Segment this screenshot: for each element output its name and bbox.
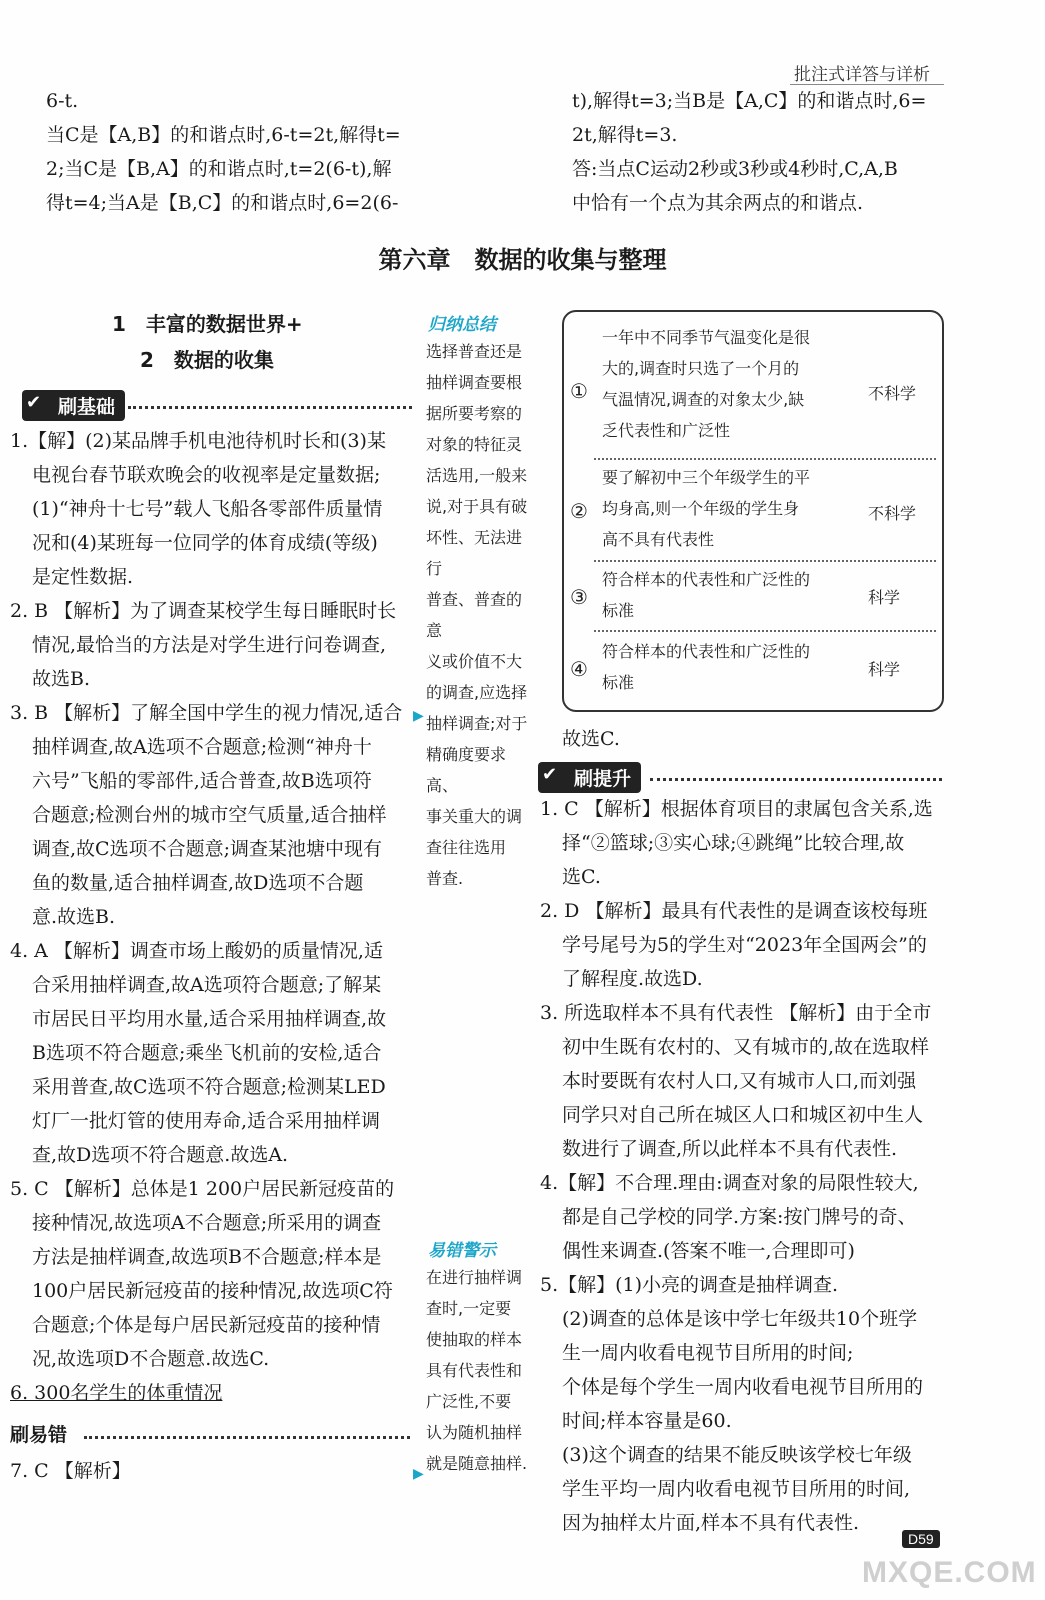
divider-dots: [650, 778, 942, 781]
text-line: (1)“神舟十七号”载人飞船各零部件质量情: [32, 498, 383, 520]
text-line: 标准: [602, 601, 635, 620]
watermark: MXQE.COM: [862, 1556, 1037, 1589]
text-line: 合题意;个体是每户居民新冠疫苗的接种情: [32, 1314, 381, 1336]
text-line: 时间;样本容量是60.: [562, 1410, 732, 1432]
text-line: 查,故D选项不符合题意.故选A.: [32, 1144, 289, 1166]
answer-6: 6. 300名学生的体重情况: [10, 1382, 223, 1404]
text-line: 生一周内收看电视节目所用的时间;: [562, 1342, 854, 1364]
answer-4: [10, 934, 415, 1172]
text-line: 一年中不同季节气温变化是很: [602, 328, 811, 347]
text-line: 说,对于具有破: [426, 497, 528, 516]
banner-basic-label: 刷基础: [58, 396, 116, 418]
text-line: 1.【解】(2)某品牌手机电池待机时长和(3)某: [10, 430, 386, 452]
text-line: 都是自己学校的同学.方案:按门牌号的奇、: [562, 1206, 917, 1228]
table-answer: 故选C.: [562, 728, 620, 750]
answer-r4: [540, 1166, 950, 1268]
evaluation-table: [562, 310, 944, 712]
text-line: 本时要既有农村人口,又有城市人口,而刘强: [562, 1070, 917, 1092]
left-column: [10, 424, 415, 1410]
text-line: 方法是抽样调查,故选项B不合题意;样本是: [32, 1246, 382, 1268]
text-line: 具有代表性和: [426, 1361, 523, 1380]
text-line: 认为随机抽样: [426, 1423, 523, 1442]
text-line: 采用普查,故C选项不符合题意;检测某LED: [32, 1076, 386, 1098]
check-icon: ✔: [26, 392, 42, 413]
text-line: 符合样本的代表性和广泛性的: [602, 570, 811, 589]
divider-dots: [84, 1436, 410, 1439]
answer-r5: [540, 1268, 950, 1540]
row-text: [602, 462, 862, 555]
note-tag-warning: 易错警示: [428, 1241, 496, 1261]
answer-2: [10, 594, 415, 696]
text-line: 得t=4;当A是【B,C】的和谐点时,6=2(6-: [46, 192, 399, 214]
text-line: 学生平均一周内收看电视节目所用的时间,: [562, 1478, 911, 1500]
text-line: 精确度要求高、: [426, 745, 507, 795]
text-line: 对象的特征灵: [426, 435, 523, 454]
text-line: 当C是【A,B】的和谐点时,6-t=2t,解得t=: [46, 124, 401, 146]
text-line: 据所要考察的: [426, 404, 523, 423]
text-line: 择“②篮球;③实心球;④跳绳”比较合理,故: [562, 832, 905, 854]
answer-r1: [540, 792, 950, 894]
text-line: 4.【解】不合理.理由:调查对象的局限性较大,: [540, 1172, 919, 1194]
row-divider: [594, 630, 936, 632]
text-line: 活选用,一般来: [426, 466, 528, 485]
banner-advance: [538, 762, 641, 793]
top-left-block: [46, 84, 416, 220]
text-line: 合题意;检测台州的城市空气质量,适合抽样: [32, 804, 387, 826]
text-line: 广泛性,不要: [426, 1392, 512, 1411]
text-line: 合采用抽样调查,故A选项符合题意;了解某: [32, 974, 382, 996]
text-line: 数进行了调查,所以此样本不具有代表性.: [562, 1138, 898, 1160]
text-line: 使抽取的样本: [426, 1330, 523, 1349]
row-verdict: 不科学: [868, 504, 917, 523]
text-line: 了解程度.故选D.: [562, 968, 703, 990]
text-line: 2. B 【解析】为了调查某校学生每日睡眠时长: [10, 600, 397, 622]
text-line: 标准: [602, 673, 635, 692]
text-line: 普查.: [426, 869, 464, 888]
text-line: 查往往选用: [426, 838, 507, 857]
check-icon: ✔: [542, 764, 558, 785]
text-line: 灯厂一批灯管的使用寿命,适合采用抽样调: [32, 1110, 381, 1132]
text-line: 况,故选项D不合题意.故选C.: [32, 1348, 270, 1370]
text-line: 1. C 【解析】根据体育项目的隶属包含关系,选: [540, 798, 933, 820]
text-line: 2t,解得t=3.: [572, 124, 678, 146]
text-line: 调查,故C选项不合题意;调查某池塘中现有: [32, 838, 382, 860]
text-line: 选C.: [562, 866, 601, 888]
row-divider: [594, 458, 936, 460]
text-line: 鱼的数量,适合抽样调查,故D选项不合题: [32, 872, 364, 894]
row-number: ①: [570, 379, 588, 403]
text-line: 4. A 【解析】调查市场上酸奶的质量情况,适: [10, 940, 383, 962]
text-line: 查时,一定要: [426, 1299, 512, 1318]
note-tag-summary: 归纳总结: [428, 315, 496, 335]
text-line: 抽样调查要根: [426, 373, 523, 392]
text-line: B选项不符合题意;乘坐飞机前的安检,适合: [32, 1042, 382, 1064]
text-line: 六号”飞船的零部件,适合普查,故B选项符: [32, 770, 372, 792]
page-number: D59: [902, 1530, 940, 1548]
row-number: ④: [570, 657, 588, 681]
text-line: 符合样本的代表性和广泛性的: [602, 642, 811, 661]
answer-r2: [540, 894, 950, 996]
text-line: 选择普查还是: [426, 342, 523, 361]
text-line: 2. D 【解析】最具有代表性的是调查该校每班: [540, 900, 928, 922]
answer-1: [10, 424, 415, 594]
answer-7: 7. C 【解析】: [10, 1460, 131, 1482]
text-line: 5. C 【解析】总体是1 200户居民新冠疫苗的: [10, 1178, 395, 1200]
text-line: (2)调查的总体是该中学七年级共10个班学: [562, 1308, 918, 1330]
margin-note-summary: [426, 336, 536, 894]
text-line: 乏代表性和广泛性: [602, 421, 731, 440]
text-line: 高不具有代表性: [602, 530, 715, 549]
text-line: 3. 所选取样本不具有代表性 【解析】由于全市: [540, 1002, 932, 1024]
text-line: 意.故选B.: [32, 906, 116, 928]
text-line: 抽样调查,故A选项不合题意;检测“神舟十: [32, 736, 372, 758]
text-line: 3. B 【解析】了解全国中学生的视力情况,适合: [10, 702, 403, 724]
pointer-arrow-icon: ▶: [413, 1466, 424, 1482]
divider-dots: [128, 406, 412, 409]
text-line: 电视台春节联欢晚会的收视率是定量数据;: [32, 464, 381, 486]
text-line: 坏性、无法进行: [426, 528, 523, 578]
text-line: 就是随意抽样.: [426, 1454, 528, 1473]
text-line: 是定性数据.: [32, 566, 134, 588]
text-line: 中恰有一个点为其余两点的和谐点.: [572, 192, 864, 214]
text-line: 同学只对自己所在城区人口和城区初中生人: [562, 1104, 924, 1126]
row-number: ②: [570, 499, 588, 523]
row-divider: [594, 560, 936, 562]
text-line: 要了解初中三个年级学生的平: [602, 468, 811, 487]
row-verdict: 不科学: [868, 384, 917, 403]
pointer-arrow-icon: ▶: [413, 708, 424, 724]
text-line: 接种情况,故选项A不合题意;所采用的调查: [32, 1212, 382, 1234]
text-line: 市居民日平均用水量,适合采用抽样调查,故: [32, 1008, 387, 1030]
margin-note-warning: [426, 1262, 536, 1479]
row-number: ③: [570, 585, 588, 609]
text-line: 因为抽样太片面,样本不具有代表性.: [562, 1512, 860, 1534]
text-line: 个体是每个学生一周内收看电视节目所用的: [562, 1376, 924, 1398]
text-line: 均身高,则一个年级的学生身: [602, 499, 800, 518]
text-line: 况和(4)某班每一位同学的体育成绩(等级): [32, 532, 378, 554]
text-line: 学号尾号为5的学生对“2023年全国两会”的: [562, 934, 927, 956]
text-line: 大的,调查时只选了一个月的: [602, 359, 800, 378]
text-line: 情况,最恰当的方法是对学生进行问卷调查,: [32, 634, 387, 656]
banner-basic: [22, 390, 125, 421]
top-right-block: [572, 84, 952, 220]
text-line: 的调查,应选择: [426, 683, 528, 702]
text-line: 抽样调查;对于: [426, 714, 528, 733]
answer-3: [10, 696, 415, 934]
text-line: 故选B.: [32, 668, 91, 690]
answer-r3: [540, 996, 950, 1166]
banner-advance-label: 刷提升: [574, 768, 632, 790]
section-title-2: 2 数据的收集: [140, 348, 274, 372]
text-line: t),解得t=3;当B是【A,C】的和谐点时,6=: [572, 90, 927, 112]
chapter-title: 第六章 数据的收集与整理: [378, 246, 667, 274]
answer-5: [10, 1172, 415, 1376]
text-line: 义或价值不大: [426, 652, 523, 671]
section-title-1: 1 丰富的数据世界+: [112, 312, 303, 336]
row-text: [602, 564, 862, 626]
row-text: [602, 636, 862, 698]
text-line: 普查、普查的意: [426, 590, 523, 640]
row-text: [602, 322, 862, 446]
text-line: 100户居民新冠疫苗的接种情况,故选项C符: [32, 1280, 393, 1302]
text-line: 事关重大的调: [426, 807, 523, 826]
text-line: 答:当点C运动2秒或3秒或4秒时,C,A,B: [572, 158, 898, 180]
text-line: 6-t.: [46, 90, 79, 112]
text-line: 在进行抽样调: [426, 1268, 523, 1287]
text-line: 2;当C是【B,A】的和谐点时,t=2(6-t),解: [46, 158, 392, 180]
text-line: 偶性来调查.(答案不唯一,合理即可): [562, 1240, 855, 1262]
text-line: (3)这个调查的结果不能反映该学校七年级: [562, 1444, 912, 1466]
text-line: 5.【解】(1)小亮的调查是抽样调查.: [540, 1274, 839, 1296]
running-header: 批注式详答与详析: [794, 65, 930, 85]
right-column: [540, 792, 950, 1540]
row-verdict: 科学: [868, 588, 901, 607]
text-line: 气温情况,调查的对象太少,缺: [602, 390, 805, 409]
text-line: 初中生既有农村的、又有城市的,故在选取样: [562, 1036, 930, 1058]
row-verdict: 科学: [868, 660, 901, 679]
banner-error: 刷易错: [10, 1424, 68, 1446]
